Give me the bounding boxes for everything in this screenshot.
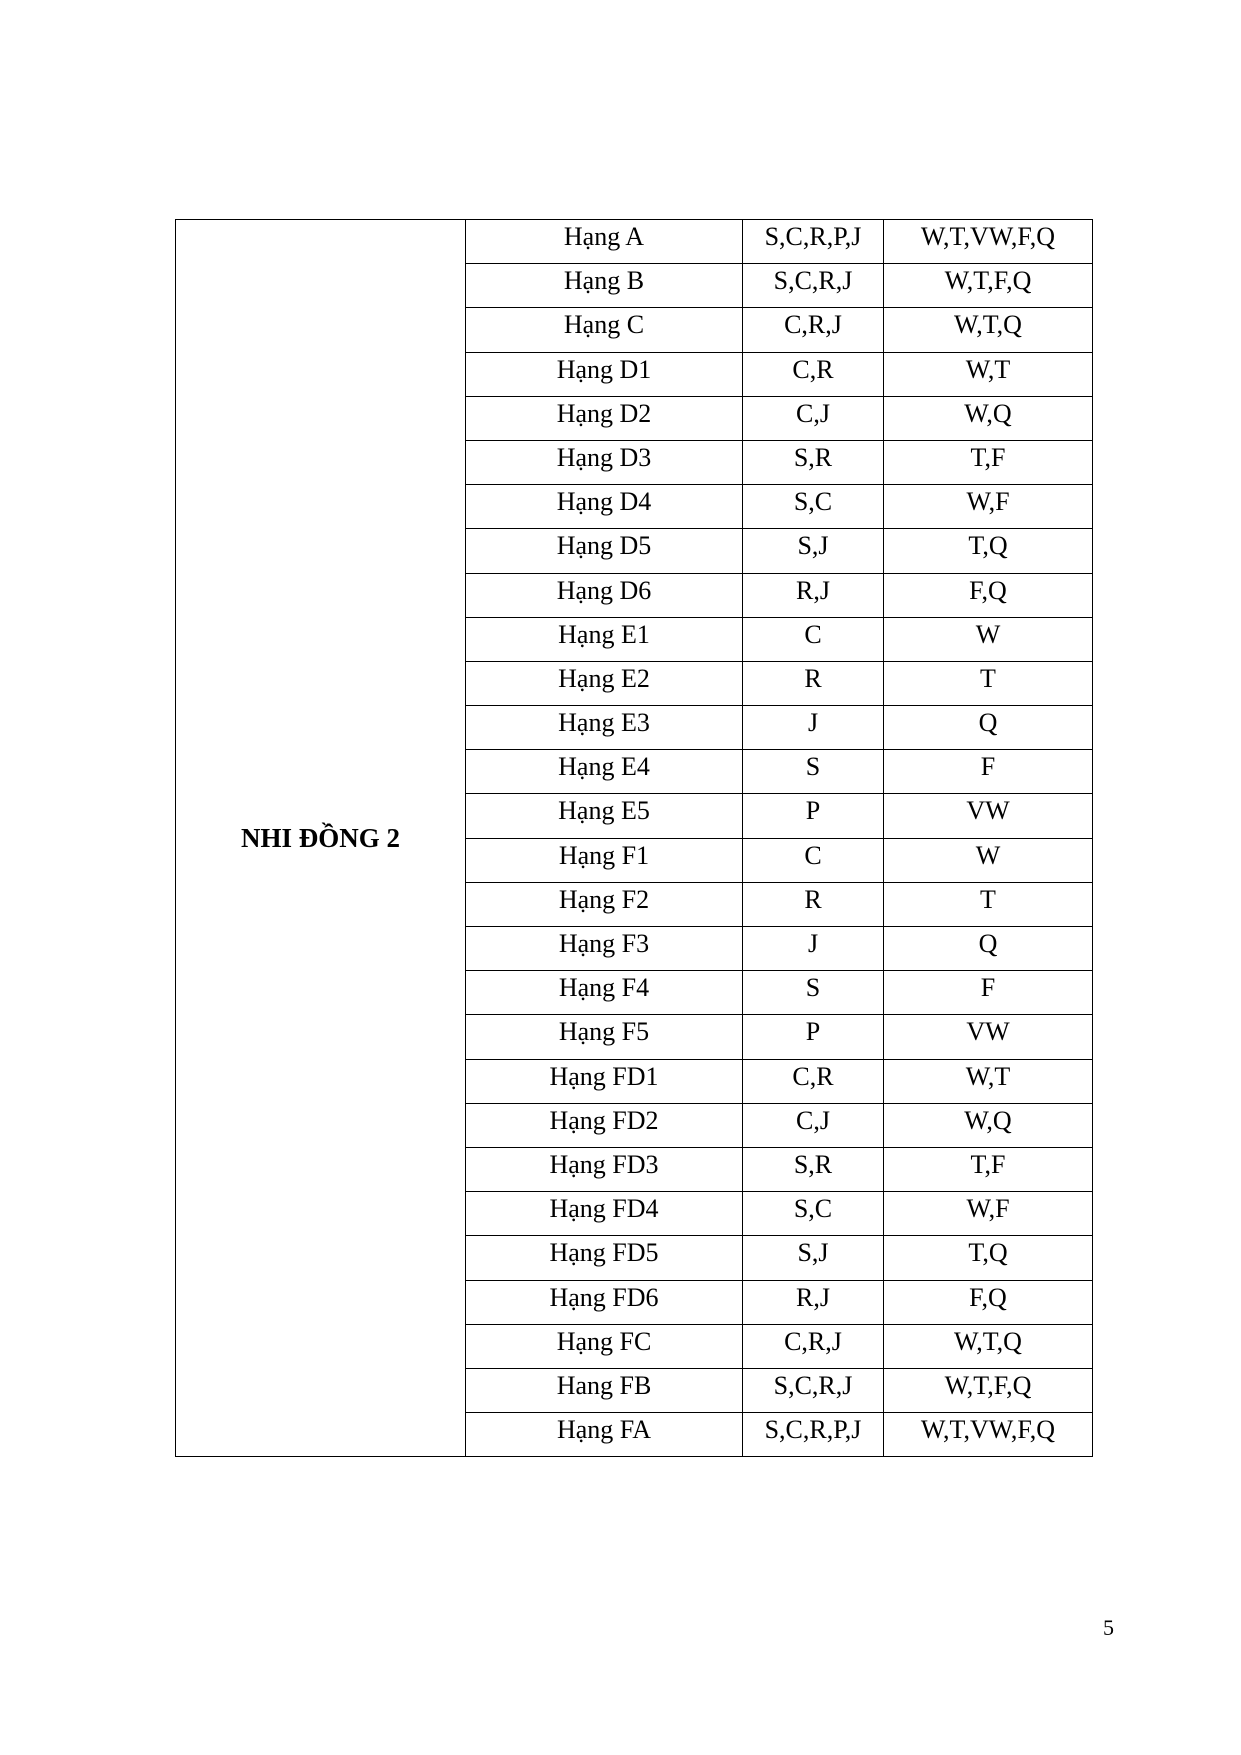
latin-dances-cell: S,C [743,1192,884,1236]
grade-cell: Hạng D1 [466,352,743,396]
standard-dances-cell: W,T,VW,F,Q [884,1413,1093,1457]
grade-cell: Hạng D2 [466,396,743,440]
latin-dances-cell: P [743,794,884,838]
standard-dances-cell: W,F [884,1192,1093,1236]
grades-table-body [176,220,1093,1457]
standard-dances-cell: F [884,971,1093,1015]
latin-dances-cell: R,J [743,1280,884,1324]
latin-dances-cell: S,C,R,P,J [743,220,884,264]
latin-dances-cell: R [743,882,884,926]
standard-dances-cell: T [884,882,1093,926]
grade-cell: Hạng FD4 [466,1192,743,1236]
table-row [176,220,1093,264]
standard-dances-cell: T,Q [884,529,1093,573]
standard-dances-cell: VW [884,794,1093,838]
standard-dances-cell: W,T [884,1059,1093,1103]
latin-dances-cell: C [743,617,884,661]
category-cell: NHI ĐỒNG 2 [176,220,466,1457]
grade-cell: Hạng E4 [466,750,743,794]
standard-dances-cell: Q [884,706,1093,750]
latin-dances-cell: S,C,R,J [743,1368,884,1412]
standard-dances-cell: Q [884,927,1093,971]
latin-dances-cell: C [743,838,884,882]
latin-dances-cell: S,R [743,440,884,484]
standard-dances-cell: W [884,838,1093,882]
standard-dances-cell: W,T,F,Q [884,264,1093,308]
latin-dances-cell: C,J [743,1103,884,1147]
standard-dances-cell: F [884,750,1093,794]
grade-cell: Hạng D5 [466,529,743,573]
grade-cell: Hạng C [466,308,743,352]
grade-cell: Hạng FD1 [466,1059,743,1103]
grade-cell: Hạng F2 [466,882,743,926]
latin-dances-cell: S [743,750,884,794]
latin-dances-cell: C,J [743,396,884,440]
standard-dances-cell: VW [884,1015,1093,1059]
grade-cell: Hạng F3 [466,927,743,971]
latin-dances-cell: R,J [743,573,884,617]
grade-cell: Hạng FD2 [466,1103,743,1147]
grade-cell: Hạng FA [466,1413,743,1457]
latin-dances-cell: S [743,971,884,1015]
grade-cell: Hạng F5 [466,1015,743,1059]
page-number: 5 [1103,1615,1114,1640]
standard-dances-cell: W [884,617,1093,661]
latin-dances-cell: S,C,R,J [743,264,884,308]
grade-cell: Hang FB [466,1368,743,1412]
standard-dances-cell: W,T,F,Q [884,1368,1093,1412]
grade-cell: Hạng E2 [466,661,743,705]
latin-dances-cell: S,J [743,1236,884,1280]
latin-dances-cell: J [743,706,884,750]
grade-cell: Hạng B [466,264,743,308]
grade-cell: Hạng FD5 [466,1236,743,1280]
latin-dances-cell: C,R [743,1059,884,1103]
grade-cell: Hạng E1 [466,617,743,661]
latin-dances-cell: S,C,R,P,J [743,1413,884,1457]
latin-dances-cell: P [743,1015,884,1059]
standard-dances-cell: T [884,661,1093,705]
standard-dances-cell: F,Q [884,573,1093,617]
latin-dances-cell: S,C [743,485,884,529]
latin-dances-cell: C,R,J [743,308,884,352]
standard-dances-cell: F,Q [884,1280,1093,1324]
standard-dances-cell: W,T,Q [884,1324,1093,1368]
grade-cell: Hạng FC [466,1324,743,1368]
grade-cell: Hạng F1 [466,838,743,882]
latin-dances-cell: C,R [743,352,884,396]
latin-dances-cell: C,R,J [743,1324,884,1368]
grade-cell: Hạng E3 [466,706,743,750]
grade-cell: Hạng D4 [466,485,743,529]
standard-dances-cell: W,T,VW,F,Q [884,220,1093,264]
latin-dances-cell: S,R [743,1147,884,1191]
standard-dances-cell: T,F [884,1147,1093,1191]
standard-dances-cell: W,T,Q [884,308,1093,352]
grade-cell: Hạng D3 [466,440,743,484]
grade-cell: Hạng D6 [466,573,743,617]
grade-cell: Hạng E5 [466,794,743,838]
grade-cell: Hạng A [466,220,743,264]
standard-dances-cell: W,T [884,352,1093,396]
latin-dances-cell: R [743,661,884,705]
standard-dances-cell: W,F [884,485,1093,529]
grade-cell: Hạng FD3 [466,1147,743,1191]
standard-dances-cell: W,Q [884,1103,1093,1147]
latin-dances-cell: J [743,927,884,971]
grade-cell: Hạng FD6 [466,1280,743,1324]
grade-cell: Hạng F4 [466,971,743,1015]
standard-dances-cell: W,Q [884,396,1093,440]
latin-dances-cell: S,J [743,529,884,573]
standard-dances-cell: T,Q [884,1236,1093,1280]
standard-dances-cell: T,F [884,440,1093,484]
grades-table [175,219,1093,1457]
